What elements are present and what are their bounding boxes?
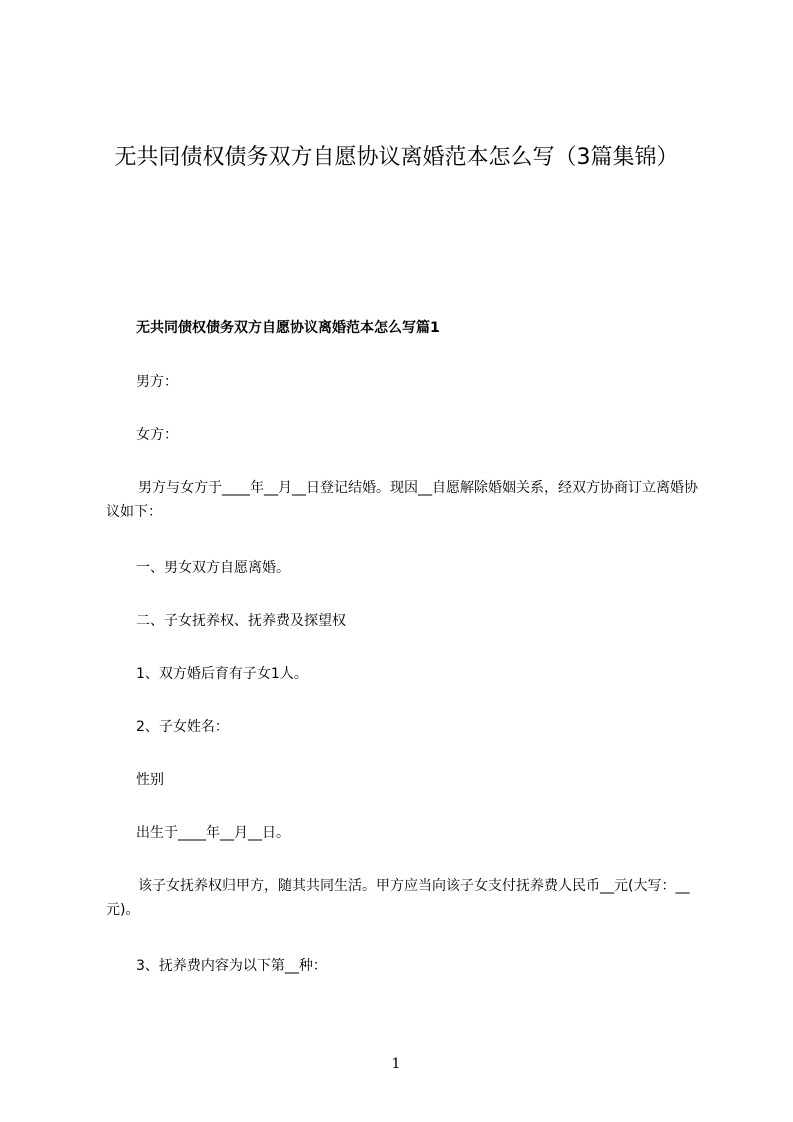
page-number: 1 [391, 1056, 401, 1072]
paragraph-gender: 性别 [136, 772, 164, 788]
paragraph-custody: 该子女抚养权归甲方，随其共同生活。甲方应当向该子女支付抚养费人民币__元(大写：__元)。 [106, 878, 690, 918]
paragraph-item-3: 3、抚养费内容为以下第__种： [136, 958, 327, 974]
paragraph-female-party: 女方： [136, 427, 178, 443]
paragraph-male-party: 男方： [136, 374, 178, 390]
section-heading: 无共同债权债务双方自愿协议离婚范本怎么写篇1 [136, 320, 440, 336]
paragraph-item-2: 2、子女姓名： [136, 719, 229, 735]
document-title: 无共同债权债务双方自愿协议离婚范本怎么写（3篇集锦） [114, 145, 679, 170]
paragraph-clause-1: 一、男女双方自愿离婚。 [136, 560, 290, 576]
paragraph-birth-date: 出生于____年__月__日。 [136, 825, 290, 841]
paragraph-marriage-registration: 男方与女方于____年__月__日登记结婚。现因__自愿解除婚姻关系，经双方协商订立离婚协议如下： [106, 480, 698, 520]
paragraph-clause-2: 二、子女抚养权、抚养费及探望权 [136, 613, 346, 629]
paragraph-item-1: 1、双方婚后育有子女1人。 [136, 666, 308, 682]
